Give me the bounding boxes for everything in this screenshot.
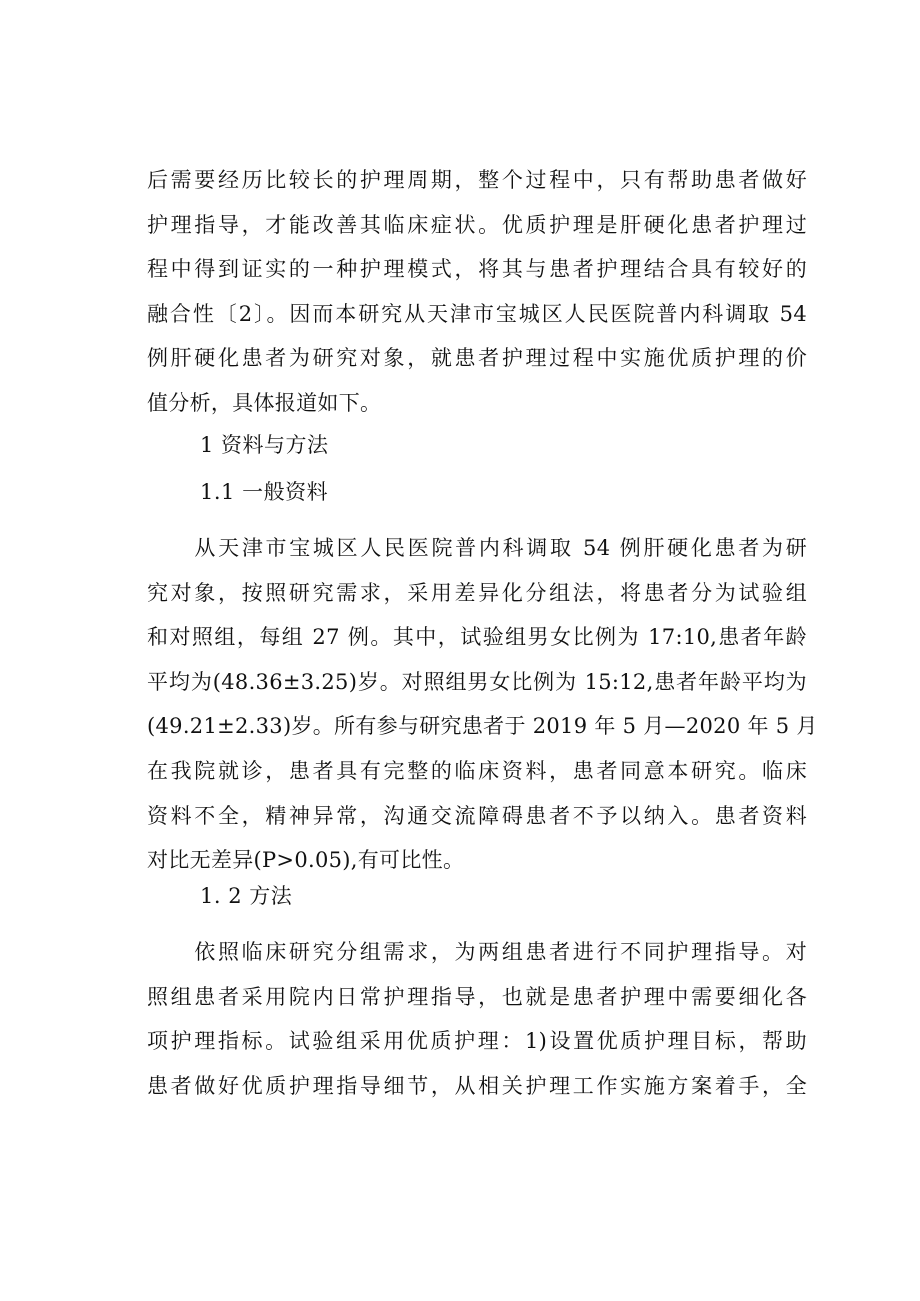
text-line: 程中得到证实的一种护理模式，将其与患者护理结合具有较好的 (147, 257, 807, 282)
paragraph-general-info (147, 526, 818, 883)
text-line: 后需要经历比较长的护理周期，整个过程中，只有帮助患者做好 (147, 168, 807, 192)
text-line: 对比无差异(P>0.05),有可比性。 (147, 848, 465, 873)
text-line: 融合性〔2〕。因而本研究从天津市宝城区人民医院普内科调取 54 (147, 301, 807, 326)
text-line: 从天津市宝城区人民医院普内科调取 54 例肝硬化患者为研 (147, 536, 807, 560)
subsection-heading-1-1: 1.1 一般资料 (200, 480, 329, 504)
subsection-heading-1-2: 1. 2 方法 (200, 884, 293, 908)
text-line: 护理指导，才能改善其临床症状。优质护理是肝硬化患者护理过 (147, 212, 807, 237)
paragraph-method (147, 930, 807, 1108)
paragraph-intro (147, 158, 807, 426)
text-line: 在我院就诊，患者具有完整的临床资料，患者同意本研究。临床 (147, 758, 807, 783)
section-heading-1: 1 资料与方法 (200, 433, 329, 457)
text-line: 平均为(48.36±3.25)岁。对照组男女比例为 15:12,患者年龄平均为 (147, 669, 807, 694)
text-line: 患者做好优质护理指导细节，从相关护理工作实施方案着手，全 (147, 1073, 807, 1098)
text-line: 依照临床研究分组需求，为两组患者进行不同护理指导。对 (147, 940, 807, 964)
text-line: 项护理指标。试验组采用优质护理：1)设置优质护理目标，帮助 (147, 1029, 807, 1054)
text-line: 值分析，具体报道如下。 (147, 390, 382, 415)
text-line: 照组患者采用院内日常护理指导，也就是患者护理中需要细化各 (147, 984, 807, 1009)
text-line: 究对象，按照研究需求，采用差异化分组法，将患者分为试验组 (147, 580, 807, 605)
text-line: (49.21±2.33)岁。所有参与研究患者于 2019 年 5 月—2020 年 5 月 (147, 714, 818, 739)
text-line: 和对照组，每组 27 例。其中，试验组男女比例为 17:10,患者年龄 (147, 625, 807, 650)
text-line: 资料不全，精神异常，沟通交流障碍患者不予以纳入。患者资料 (147, 803, 807, 828)
text-line: 例肝硬化患者为研究对象，就患者护理过程中实施优质护理的价 (147, 346, 807, 371)
